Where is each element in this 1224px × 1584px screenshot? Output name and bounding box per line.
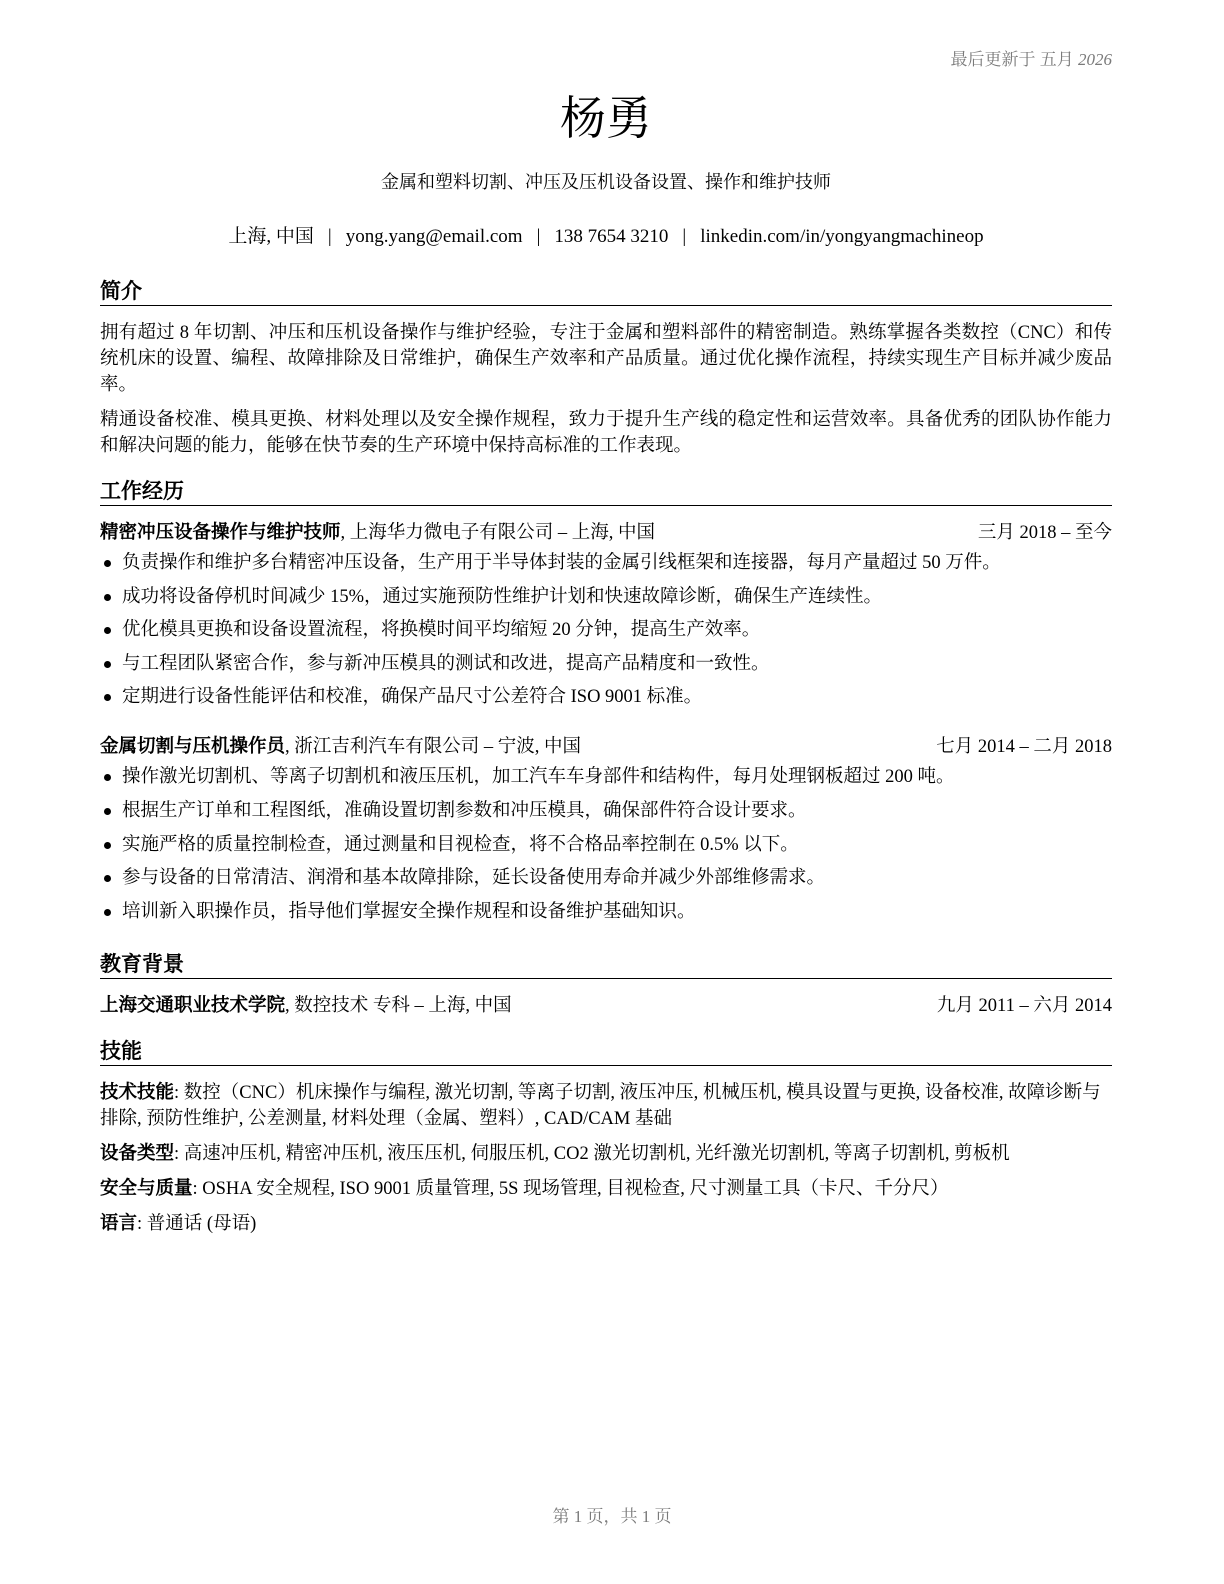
education-school: 上海交通职业技术学院 (100, 996, 286, 1016)
job-bullet: 成功将设备停机时间减少 15%，通过实施预防性维护计划和快速故障诊断，确保生产连续性。 (100, 584, 1112, 610)
summary-paragraph: 精通设备校准、模具更换、材料处理以及安全操作规程，致力于提升生产线的稳定性和运营效率。具备优秀的团队协作能力和解决问题的能力，能够在快节奏的生产环境中保持高标准的工作表现。 (100, 410, 1112, 456)
summary-section (100, 278, 1112, 459)
skills-section (100, 1038, 1112, 1237)
job-title-line (100, 520, 655, 546)
job-bullet: 与工程团队紧密合作，参与新冲压模具的测试和改进，提高产品精度和一致性。 (100, 651, 1112, 677)
section-title-skills: 技能 (100, 1038, 1112, 1066)
job-bullet: 定期进行设备性能评估和校准，确保产品尺寸公差符合 ISO 9001 标准。 (100, 684, 1112, 710)
last-updated-label: 最后更新于 五月 (950, 50, 1074, 69)
section-title-summary: 简介 (100, 278, 1112, 306)
job-bullet: 实施严格的质量控制检查，通过测量和目视检查，将不合格品率控制在 0.5% 以下。 (100, 832, 1112, 858)
job-role: 精密冲压设备操作与维护技师 (100, 523, 341, 543)
education-title-line (100, 993, 512, 1019)
skill-line (100, 1080, 1112, 1132)
contact-email[interactable]: yong.yang@email.com (345, 226, 523, 247)
job-title-line (100, 734, 581, 760)
experience-section (100, 478, 1112, 925)
summary-paragraph: 拥有超过 8 年切割、冲压和压机设备操作与维护经验，专注于金属和塑料部件的精密制造。熟练掌握各类数控（CNC）和传统机床的设置、编程、故障排除及日常维护，确保生产效率和产品质量。通过优化操作流程，持续实现生产目标并减少废品率。 (100, 323, 1112, 395)
education-entry (100, 993, 1112, 1019)
last-updated (951, 45, 1113, 70)
job-bullets (100, 764, 1112, 924)
job-dates: 七月 2014 – 二月 2018 (936, 737, 1112, 758)
job-entry (100, 520, 1112, 710)
page-footer: 第 1 页，共 1 页 (552, 1507, 672, 1526)
candidate-name: 杨勇 (560, 91, 652, 145)
education-section (100, 951, 1112, 1019)
contact-phone: 138 7654 3210 (554, 226, 669, 247)
skill-items: : OSHA 安全规程, ISO 9001 质量管理, 5S 现场管理, 目视检查, 尺寸测量工具（卡尺、千分尺） (192, 1179, 949, 1199)
section-title-experience: 工作经历 (100, 478, 1112, 506)
skill-line (100, 1176, 1112, 1202)
job-bullet: 培训新入职操作员，指导他们掌握安全操作规程和设备维护基础知识。 (100, 899, 1112, 925)
skill-items: : 数控（CNC）机床操作与编程, 激光切割, 等离子切割, 液压冲压, 机械压机, 模具设置与更换, 设备校准, 故障诊断与排除, 预防性维护, 公差测量, 材料处理（金属、塑料）, CAD/CAM 基础 (100, 1083, 1101, 1129)
skill-category: 技术技能 (100, 1083, 175, 1103)
skill-category: 设备类型 (100, 1144, 175, 1164)
job-entry (100, 734, 1112, 924)
skill-items: : 普通话 (母语) (137, 1214, 257, 1234)
contact-linkedin[interactable]: linkedin.com/in/yongyangmachineop (700, 226, 984, 247)
education-detail: , 数控技术 专科 – 上海, 中国 (285, 996, 512, 1016)
education-dates: 九月 2011 – 六月 2014 (936, 996, 1112, 1016)
job-role: 金属切割与压机操作员 (100, 737, 286, 758)
headline: 金属和塑料切割、冲压及压机设备设置、操作和维护技师 (381, 172, 831, 192)
contact-separator: | (327, 226, 332, 247)
skill-category: 安全与质量 (100, 1179, 193, 1199)
job-header (100, 734, 1112, 760)
contact-line (100, 225, 1112, 249)
skill-items: : 高速冲压机, 精密冲压机, 液压压机, 伺服压机, CO2 激光切割机, 光纤激光切割机, 等离子切割机, 剪板机 (174, 1144, 1010, 1164)
skill-category: 语言 (100, 1214, 138, 1234)
job-bullet: 操作激光切割机、等离子切割机和液压压机，加工汽车车身部件和结构件，每月处理钢板超过 200 吨。 (100, 764, 1112, 790)
job-bullet: 参与设备的日常清洁、润滑和基本故障排除，延长设备使用寿命并减少外部维修需求。 (100, 865, 1112, 891)
contact-location: 上海, 中国 (228, 226, 314, 247)
job-bullet: 负责操作和维护多台精密冲压设备，生产用于半导体封装的金属引线框架和连接器，每月产量超过 50 万件。 (100, 550, 1112, 576)
skill-line (100, 1211, 1112, 1237)
contact-separator: | (682, 226, 687, 247)
section-title-education: 教育背景 (100, 951, 1112, 979)
contact-separator: | (536, 226, 541, 247)
job-dates: 三月 2018 – 至今 (977, 523, 1112, 543)
job-org: , 浙江吉利汽车有限公司 – 宁波, 中国 (285, 737, 582, 758)
last-updated-year: 2026 (1078, 50, 1112, 69)
job-bullet: 根据生产订单和工程图纸，准确设置切割参数和冲压模具，确保部件符合设计要求。 (100, 798, 1112, 824)
job-bullet: 优化模具更换和设备设置流程，将换模时间平均缩短 20 分钟，提高生产效率。 (100, 617, 1112, 643)
job-org: , 上海华力微电子有限公司 – 上海, 中国 (340, 523, 656, 543)
job-bullets (100, 550, 1112, 710)
job-header (100, 520, 1112, 546)
skill-line (100, 1141, 1112, 1167)
